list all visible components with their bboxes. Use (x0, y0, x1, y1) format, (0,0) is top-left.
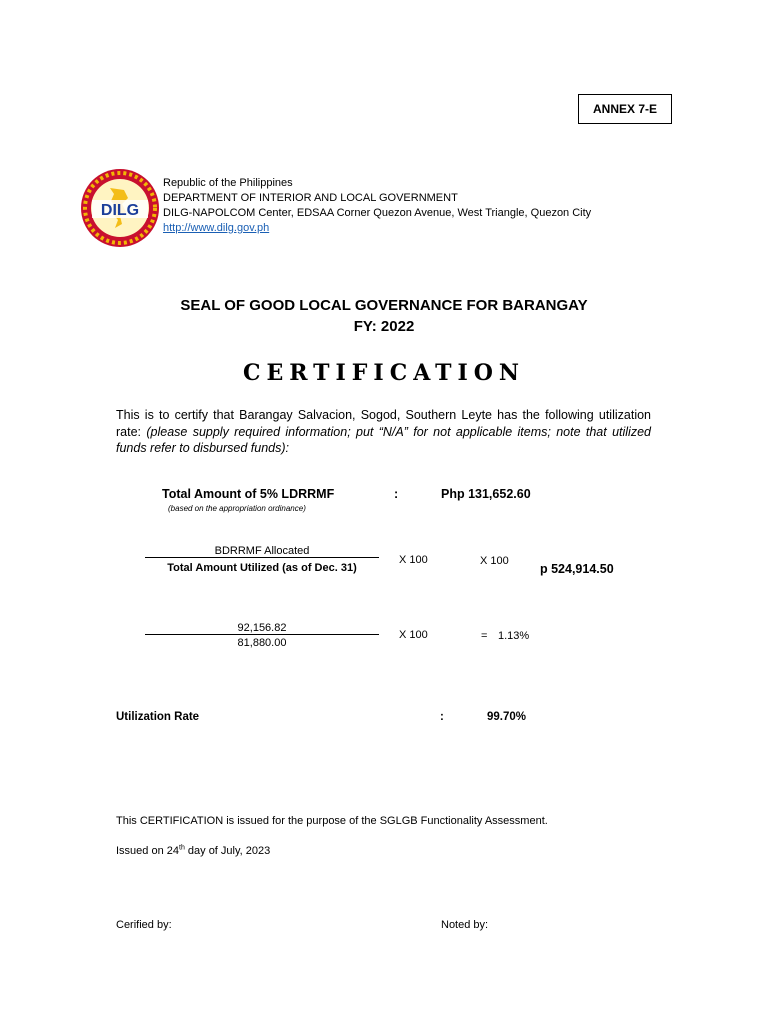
intro-paragraph (116, 407, 651, 457)
utilization-rate-value: 99.70% (487, 711, 527, 723)
header-republic: Republic of the Philippines (163, 177, 293, 189)
computation-result: 1.13% (498, 630, 530, 642)
computation-equals: = (481, 630, 488, 642)
total-amount-value: Php 131,652.60 (441, 487, 531, 501)
fiscal-year: FY: 2022 (353, 318, 415, 335)
total-amount-colon: : (394, 487, 399, 501)
intro-text: This is to certify that Barangay Salvacion, Sogod, Southern Leyte has the following utilization rate: (116, 408, 651, 439)
utilization-rate-label: Utilization Rate (116, 711, 200, 723)
certification-heading: CERTIFICATION (242, 360, 526, 386)
formula-times-100: X 100 (399, 554, 428, 566)
formula-denominator: Total Amount Utilized (as of Dec. 31) (167, 562, 357, 574)
dilg-seal-logo (80, 168, 160, 248)
formula-fraction-line (145, 557, 379, 558)
document-title: SEAL OF GOOD LOCAL GOVERNANCE FOR BARANGAY (180, 297, 588, 314)
issued-prefix: Issued on 24 (116, 845, 179, 857)
issued-suffix: day of July, 2023 (184, 845, 271, 857)
issued-date (116, 845, 270, 857)
logo-text: DILG (100, 202, 140, 219)
computation-denominator: 81,880.00 (237, 637, 287, 649)
computation-times-100: X 100 (399, 629, 428, 641)
formula-numerator: BDRRMF Allocated (214, 545, 310, 557)
total-amount-label: Total Amount of 5% LDRRMF (162, 487, 335, 501)
issued-ordinal: th (179, 844, 185, 852)
header-department: DEPARTMENT OF INTERIOR AND LOCAL GOVERNMENT (163, 192, 458, 204)
noted-by-label: Noted by: (441, 919, 489, 931)
total-amount-subnote: (based on the appropriation ordinance) (168, 504, 306, 513)
dilg-website-link[interactable]: http://www.dilg.gov.ph (163, 222, 270, 234)
intro-note: (please supply required information; put “N/A” for not applicable items; note that utilized funds refer to disbursed funds): (116, 424, 651, 455)
formula-times-100-second: X 100 (480, 555, 509, 567)
header-address: DILG-NAPOLCOM Center, EDSAA Corner Quezon Avenue, West Triangle, Quezon City (163, 207, 592, 219)
annex-label: ANNEX 7-E (578, 94, 672, 124)
computation-numerator: 92,156.82 (237, 622, 287, 634)
certified-by-label: Cerified by: (116, 919, 172, 931)
formula-stray-value: p 524,914.50 (540, 562, 614, 576)
computation-fraction-line (145, 634, 379, 635)
utilization-rate-colon: : (440, 711, 444, 723)
purpose-statement: This CERTIFICATION is issued for the purpose of the SGLGB Functionality Assessment. (116, 815, 548, 827)
